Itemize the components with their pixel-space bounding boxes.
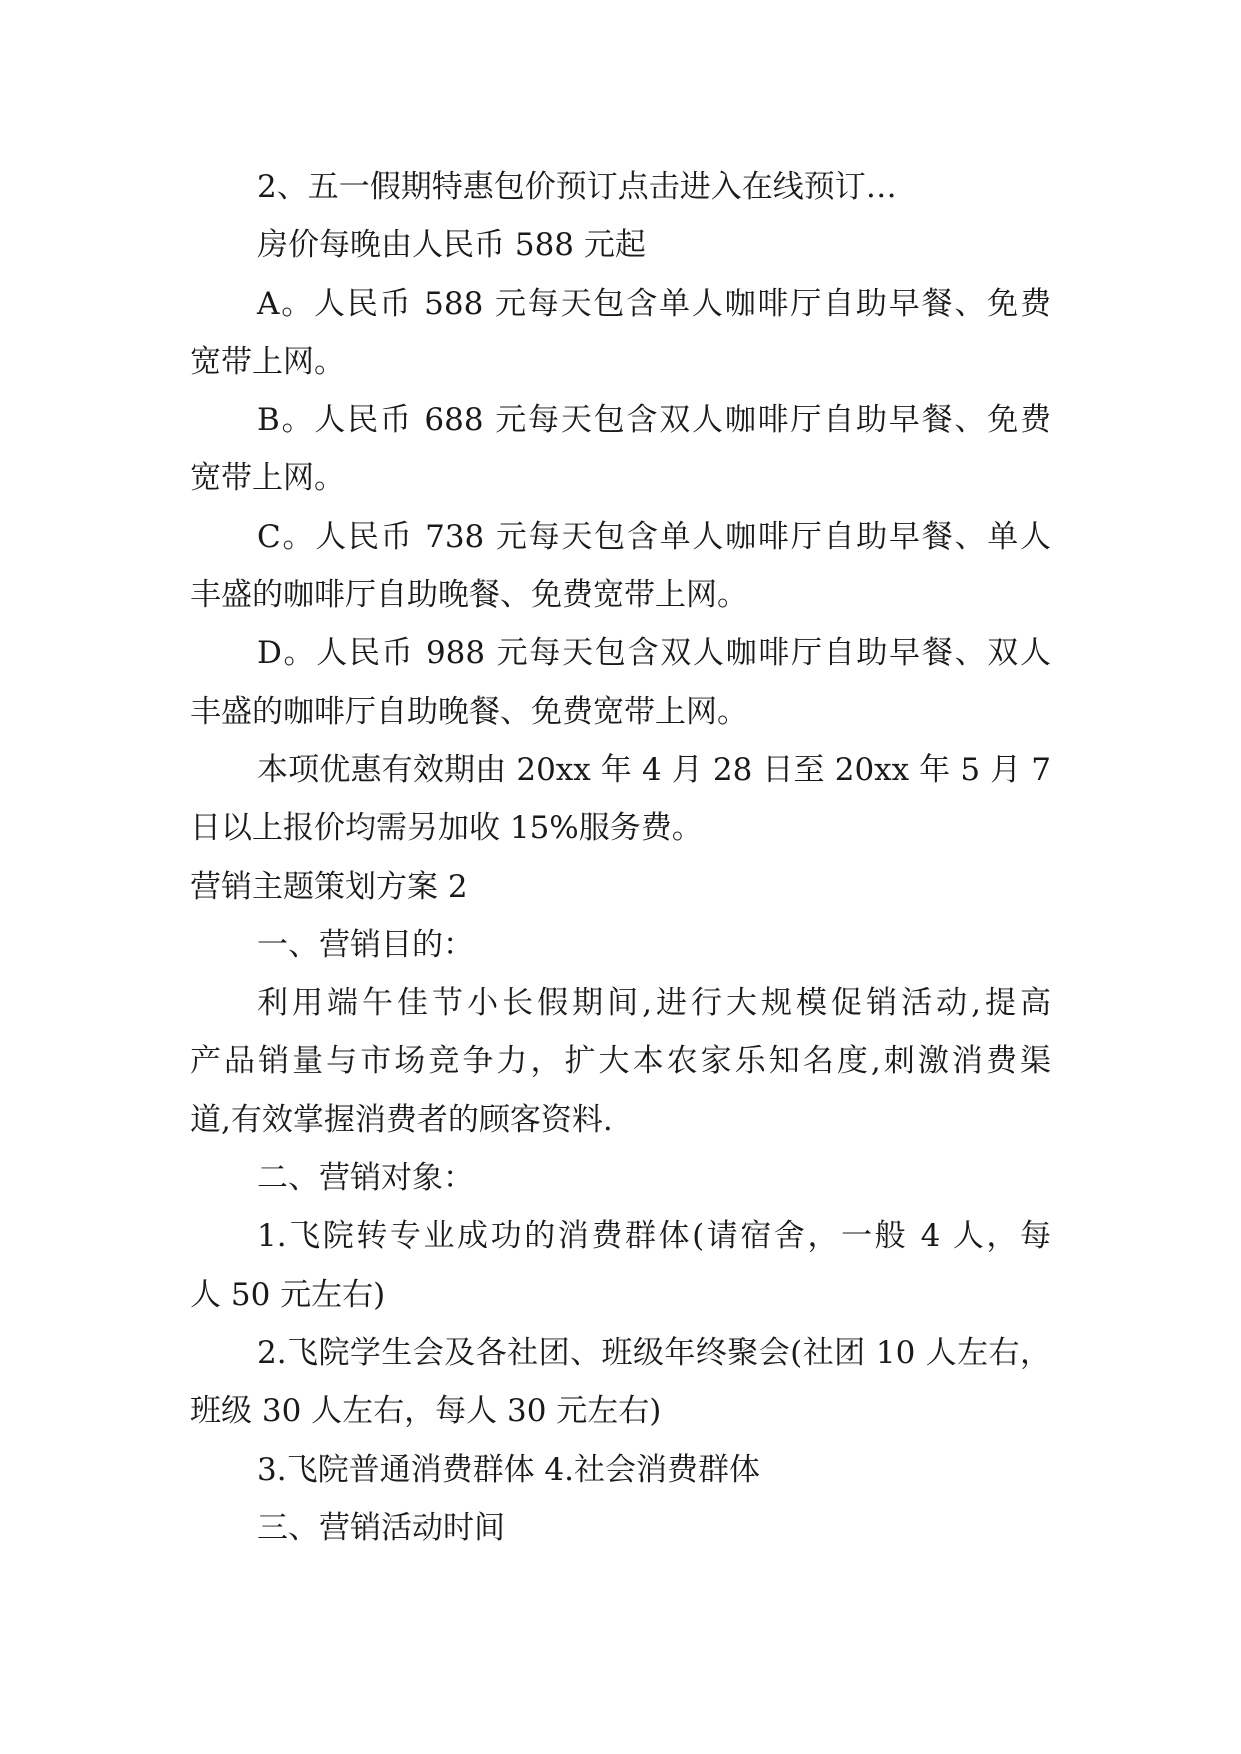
body-line: 宽带上网。	[190, 460, 345, 497]
section-heading: 营销主题策划方案 2	[190, 868, 468, 905]
body-line: 日以上报价均需另加收 15%服务费。	[190, 810, 703, 847]
body-line: 班级 30 人左右，每人 30 元左右)	[190, 1393, 662, 1430]
list-item: B。人民币 688 元每天包含双人咖啡厅自助早餐、免费	[257, 402, 1051, 439]
subsection-heading: 二、营销对象：	[257, 1160, 474, 1197]
body-line: 人 50 元左右)	[190, 1276, 386, 1313]
list-item: 2、五一假期特惠包价预订点击进入在线预订…	[257, 169, 897, 205]
body-line: 道,有效掌握消费者的顾客资料.	[190, 1101, 613, 1138]
body-line: 产品销量与市场竞争力，扩大本农家乐知名度,刺激消费渠	[190, 1043, 1051, 1080]
list-item: D。人民币 988 元每天包含双人咖啡厅自助早餐、双人	[257, 635, 1051, 672]
list-item: 1.飞院转专业成功的消费群体(请宿舍，一般 4 人，每	[257, 1218, 1051, 1255]
subsection-heading: 一、营销目的：	[257, 926, 474, 963]
body-line: 丰盛的咖啡厅自助晚餐、免费宽带上网。	[190, 693, 748, 730]
list-item: A。人民币 588 元每天包含单人咖啡厅自助早餐、免费	[257, 285, 1051, 322]
document-body	[190, 158, 1051, 1557]
list-item: 2.飞院学生会及各社团、班级年终聚会(社团 10 人左右，	[257, 1334, 1051, 1371]
list-item: 3.飞院普通消费群体 4.社会消费群体	[257, 1451, 761, 1488]
body-line: 丰盛的咖啡厅自助晚餐、免费宽带上网。	[190, 577, 748, 614]
body-line: 本项优惠有效期由 20xx 年 4 月 28 日至 20xx 年 5 月 7	[257, 751, 1051, 788]
body-line: 房价每晚由人民币 588 元起	[257, 227, 646, 264]
subsection-heading: 三、营销活动时间	[257, 1509, 505, 1546]
body-line: 宽带上网。	[190, 343, 345, 380]
body-line: 利用端午佳节小长假期间,进行大规模促销活动,提高	[257, 985, 1051, 1022]
list-item: C。人民币 738 元每天包含单人咖啡厅自助早餐、单人	[257, 518, 1051, 555]
